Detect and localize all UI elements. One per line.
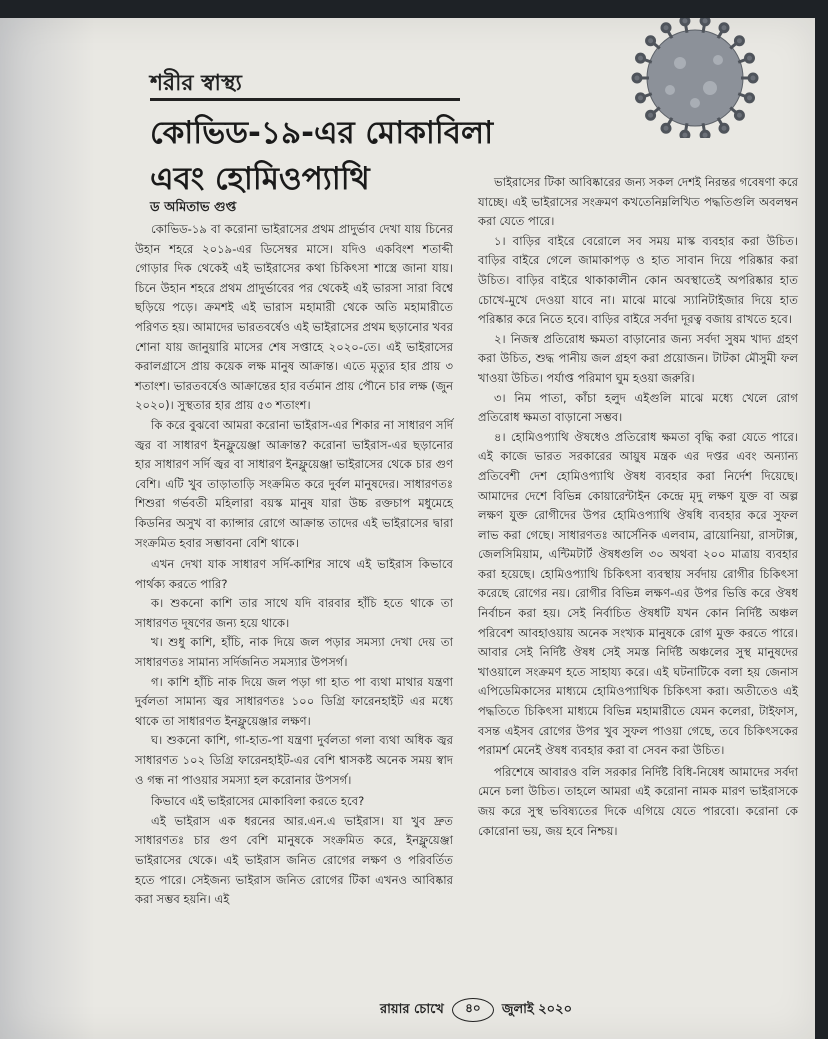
coronavirus-illustration xyxy=(600,18,780,138)
article-title xyxy=(150,110,493,202)
page-number: ৪০ xyxy=(452,998,494,1022)
paragraph: ক। শুকনো কাশি তার সাথে যদি বারবার হাঁচি হতে থাকে তা সাধারণত দূষণের জন্য হয়ে থাকে। xyxy=(135,596,453,630)
magazine-name: রায়ার চোখে xyxy=(380,1001,444,1017)
paragraph: ২। নিজস্ব প্রতিরোধ ক্ষমতা বাড়ানোর জন্য সর্বদা সুষম খাদ্য গ্রহণ করা উচিত, শুদ্ধ পানীয় জল গ্রহণ করা প্রয়োজন। টাটকা মৌসুমী ফল খাওয়া উচিত। পর্যাপ্ত পরিমাণ ঘুম হওয়া জরুরি। xyxy=(478,331,798,385)
paragraph: কি করে বুঝবো আমরা করোনা ভাইরাস-এর শিকার না সাধারণ সর্দি জ্বর বা সাধারণ ইনফ্লুয়েঞ্জা আক্রান্ত? করোনা ভাইরাস-এর ছড়ানোর হার সাধারণ সর্দি জ্বর বা সাধারণ ইনফ্লুয়েঞ্জা ভাইরাসের থেকে চার গুণ বেশি। এটি খুব তাড়াতাড়ি সংক্রমিত করে দুর্বল মানুষদের। সাধারণতঃ শিশুরা গর্ভবতী মহিলারা বয়স্ক মানুষ যারা উচ্চ রক্তচাপ মধুমেহে কিডনির অসুখ বা ক্যান্সার রোগে আক্রান্ত তাদের এই ভাইরাসের দ্বারা সংক্রমিত হবার সম্ভাবনা বেশি থাকে। xyxy=(135,417,453,550)
author-name: ড অমিতাভ গুপ্ত xyxy=(150,200,237,215)
paragraph: ৪। হোমিওপ্যাথি ঔষধেও প্রতিরোধ ক্ষমতা বৃদ্ধি করা যেতে পারে। এই কাজে ভারত সরকারের আয়ুষ মন্ত্রক এর দপ্তর এবং অন্যান্য প্রতিবেশী দেশ হোমিওপ্যাথি ঔষধ ব্যবহার করা নির্দেশ দিয়েছে। আমাদের দেশে বিভিন্ন কোয়ারেন্টাইন কেন্দ্রে মৃদু লক্ষণ যুক্ত বা অল্প লক্ষণ যুক্ত রোগীদের উপর হোমিওপ্যাথি ঔষধি ব্যবহার করে সুফল লাভ করা গেছে। সাধারণতঃ আর্সেনিক এলবাম, ব্রায়োনিয়া, রাসটাক্স, জেলসিমিয়াম, এন্টিমটার্ট ঔষধগুলি ৩০ অথবা ২০০ মাত্রায় ব্যবহার করা হয়েছে। হোমিওপ্যাথি চিকিৎসা ব্যবস্থায় সর্বদায় রোগীর চিকিৎসা করেছে রোগের নয়। রোগীর বিভিন্ন লক্ষণ-এর উপর ভিত্তি করে ঔষধ নির্বাচন করা হয়। সেই নির্বাচিত ঔষধটি যখন কোন নির্দিষ্ট অঞ্চল পরিবেশ আবহাওয়ায় অনেক সংখ্যক মানুষকে রোগ মুক্ত করতে পারে। আবার সেই নির্দিষ্ট ঔষধ সেই সমস্ত নির্দিষ্ট অঞ্চলের সুস্থ মানুষদের খাওয়ালে সংক্রমণ হতে সাহায্য করে। এই ঘটনাটিকে বলা হয় জেনাস এপিডেমিকাসের মাধ্যমে হোমিওপ্যাথিক চিকিৎসা করা। অতীতেও এই পদ্ধতিতে চিকিৎসা মাধ্যমে বিভিন্ন মহামারীতে যেমন কলেরা, টাইফাস, বসন্ত এইসব রোগের উপর খুব সুফল পাওয়া গেছে, তবে চিকিৎসকের পরামর্শ মেনেই ঔষধ ব্যবহার করা বা সেবন করা উচিত। xyxy=(478,429,798,758)
paragraph: এখন দেখা যাক সাধারণ সর্দি-কাশির সাথে এই ভাইরাস কিভাবে পার্থক্য করতে পারি? xyxy=(135,557,453,591)
paragraph: খ। শুধু কাশি, হাঁচি, নাক দিয়ে জল পড়ার সমস্যা দেখা দেয় তা সাধারণতঃ সামান্য সর্দিজনিত সমস্যার উপসর্গ। xyxy=(135,635,453,670)
category-underline xyxy=(150,98,460,101)
issue-date: জুলাই ২০২০ xyxy=(501,1001,573,1017)
paragraph: পরিশেষে আবারও বলি সরকার নির্দিষ্ট বিধি-নিষেধ আমাদের সর্বদা মেনে চলা উচিত। তাহলে আমরা এই করোনা নামক মারণ ভাইরাসকে জয় করে সুস্থ ভবিষ্যতের দিকে এগিয়ে যেতে পারবো। করোনা কে কোরোনা ভয়, জয় হবে নিশ্চয়। xyxy=(478,764,798,838)
title-line-1: কোভিড-১৯-এর মোকাবিলা xyxy=(150,115,494,151)
page-shadow xyxy=(0,18,95,1039)
page-footer xyxy=(380,998,572,1022)
paragraph: এই ভাইরাস এক ধরনের আর.এন.এ ভাইরাস। যা খুব দ্রুত সাধারণতঃ চার গুণ বেশি মানুষকে সংক্রমিত করে, ইনফ্লুয়েঞ্জা ভাইরাসের থেকে। এই ভাইরাস জনিত রোগের লক্ষণ ও পরিবর্তিত হতে পারে। সেইজন্য ভাইরাস জনিত রোগের টিকা এখনও আবিষ্কার করা সম্ভব হয়নি। এই xyxy=(135,813,453,907)
paragraph: ১। বাড়ির বাইরে বেরোলে সব সময় মাস্ক ব্যবহার করা উচিত। বাড়ির বাইরে গেলে জামাকাপড় ও হাত সাবান দিয়ে পরিষ্কার করা উচিত। বাড়ির বাইরে থাকাকালীন কোন অবস্থাতেই অপরিষ্কার হাত চোখে-মুখে দেওয়া যাবে না। মাঝে মাঝে স্যানিটাইজার দিয়ে হাত পরিষ্কার করে নিতে হবে। বাড়ির বাইরে সর্বদা দূরত্ব বজায় রাখতে হবে। xyxy=(478,233,798,327)
paragraph: কোভিড-১৯ বা করোনা ভাইরাসের প্রথম প্রাদুর্ভাব দেখা যায় চিনের উহান শহরে ২০১৯-এর ডিসেম্বর মাসে। যদিও একবিংশ শতাব্দী গোড়ার দিক থেকেই এই ভাইরাসের কথা চিকিৎসা শাস্ত্রে জানা যায়। চিনে উহান শহরে প্রথম প্রাদুর্ভাবের পর থেকেই এই ভারসা সারা বিশ্বে ছড়িয়ে পড়ে। ক্রমশই এই ভারাস মহামারী থেকে অতি মহামারীতে পরিণত হয়। আমাদের ভারতবর্ষেও এই ভাইরাসের প্রথম ছড়ানোর খবর শোনা যায় জানুয়ারি মাসের শেষ সপ্তাহে ২০২০-তে। এই ভাইরাসের করালগ্রাসে প্রায় কয়েক লক্ষ মানুষ আক্রান্ত। এতে মৃত্যুর হার প্রায় ৩ শতাংশ। ভারতবর্ষেও আক্রান্তের হার বর্তমান প্রায় পৌনে চার লক্ষ (জুন ২০২০)। সুস্থতার হার প্রায় ৫৩ শতাংশ। xyxy=(135,222,453,413)
paragraph: ঘ। শুকনো কাশি, গা-হাত-পা যন্ত্রণা দুর্বলতা গলা ব্যথা অধিক জ্বর সাধারণত ১০২ ডিগ্রি ফারেনহাইট-এর বেশি শ্বাসকষ্ট অনেক সময় স্বাদ ও গন্ধ না পাওয়ার সমস্যা হল করোনার উপসর্গ। xyxy=(135,733,453,787)
magazine-page xyxy=(0,18,815,1039)
paragraph: ভাইরাসের টিকা আবিষ্কারের জন্য সকল দেশই নিরন্তর গবেষণা করে যাচ্ছে। এই ভাইরাসের সংক্রমণ কখতেনিম্নলিখিত পদ্ধতিগুলি অবলম্বন করা যেতে পারে। xyxy=(478,175,798,229)
paragraph: ৩। নিম পাতা, কাঁচা হলুদ এইগুলি মাঝে মধ্যে খেলে রোগ প্রতিরোধ ক্ষমতা বাড়ানো সম্ভব। xyxy=(478,390,798,425)
paragraph: গ। কাশি হাঁচি নাক দিয়ে জল পড়া গা হাত পা ব্যথা মাথার যন্ত্রণা দুর্বলতা সামান্য জ্বর সাধারণতঃ ১০০ ডিগ্রি ফারেনহাইট এর মধ্যে থাকে তা সাধারণত ইনফ্লুয়েঞ্জার লক্ষণ। xyxy=(135,674,453,728)
section-category: শরীর স্বাস্থ্য xyxy=(150,71,242,96)
subheading: কিভাবে এই ভাইরাসের মোকাবিলা করতে হবে? xyxy=(151,794,365,809)
left-column xyxy=(135,220,453,910)
title-line-2: এবং হোমিওপ্যাথি xyxy=(150,161,370,197)
right-column xyxy=(478,173,798,841)
